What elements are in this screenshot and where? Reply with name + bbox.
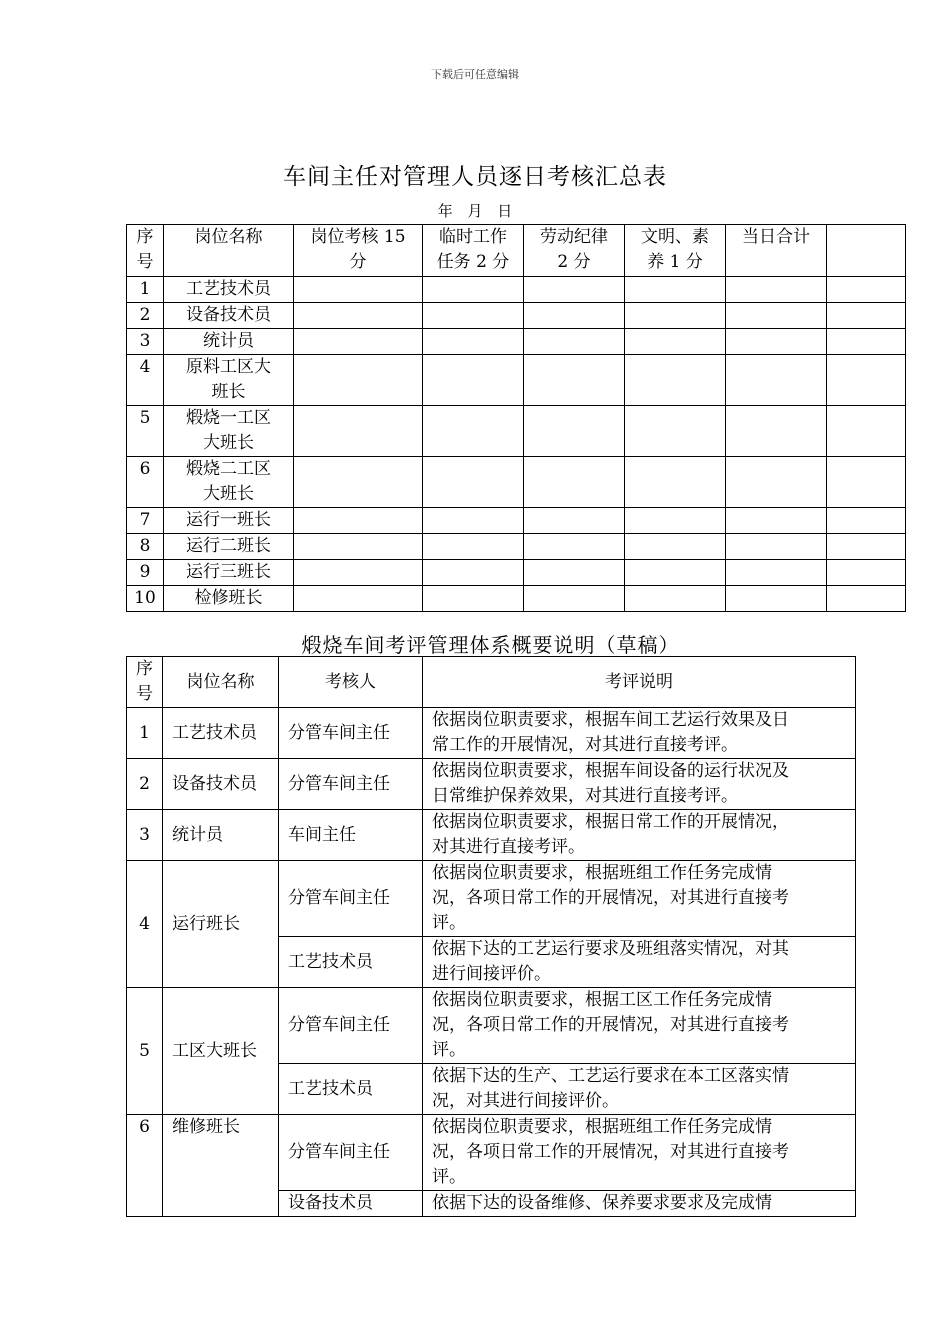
score-cell [294, 586, 423, 612]
row-assessor: 分管车间主任 [279, 759, 423, 810]
row-seq: 3 [127, 329, 164, 355]
row-description: 依据下达的工艺运行要求及班组落实情况，对其 进行间接评价。 [423, 937, 856, 988]
row-seq: 2 [127, 759, 163, 810]
table-row [127, 277, 906, 303]
row-assessor: 分管车间主任 [279, 708, 423, 759]
score-cell [625, 355, 726, 406]
score-cell [726, 406, 827, 457]
score-cell [423, 303, 524, 329]
score-cell [524, 560, 625, 586]
row-assessor: 车间主任 [279, 810, 423, 861]
table-row [127, 329, 906, 355]
score-cell [294, 355, 423, 406]
table-row [127, 560, 906, 586]
row-seq: 10 [127, 586, 164, 612]
row-assessor: 工艺技术员 [279, 1064, 423, 1115]
score-cell [625, 303, 726, 329]
score-cell [294, 277, 423, 303]
row-description: 依据下达的设备维修、保养要求要求及完成情 [423, 1191, 856, 1217]
table1-title: 车间主任对管理人员逐日考核汇总表 [283, 164, 667, 190]
row-seq: 1 [127, 708, 163, 759]
score-cell [625, 560, 726, 586]
score-cell [726, 457, 827, 508]
score-cell [423, 406, 524, 457]
header-description: 考评说明 [423, 657, 856, 708]
score-cell [827, 406, 906, 457]
score-cell [726, 355, 827, 406]
table-row [127, 457, 906, 508]
score-cell [524, 277, 625, 303]
row-position-name: 检修班长 [164, 586, 294, 612]
row-position-name: 工艺技术员 [164, 277, 294, 303]
row-seq: 5 [127, 406, 164, 457]
table-row [127, 586, 906, 612]
header-discipline: 劳动纪律 2 分 [524, 225, 625, 277]
header-civility: 文明、素 养 1 分 [625, 225, 726, 277]
score-cell [294, 534, 423, 560]
table-row [127, 861, 856, 937]
row-assessor: 分管车间主任 [279, 988, 423, 1064]
header-assessor: 考核人 [279, 657, 423, 708]
row-position-name: 运行二班长 [164, 534, 294, 560]
row-seq: 3 [127, 810, 163, 861]
row-position-name: 统计员 [164, 329, 294, 355]
table-row [127, 534, 906, 560]
score-cell [524, 329, 625, 355]
table-row [127, 759, 856, 810]
row-seq: 1 [127, 277, 164, 303]
score-cell [294, 508, 423, 534]
score-cell [827, 457, 906, 508]
row-seq: 9 [127, 560, 164, 586]
score-cell [294, 457, 423, 508]
score-cell [423, 508, 524, 534]
score-cell [726, 508, 827, 534]
date-line: 年 月 日 [437, 202, 513, 220]
score-cell [423, 586, 524, 612]
row-description: 依据岗位职责要求，根据车间工艺运行效果及日 常工作的开展情况，对其进行直接考评。 [423, 708, 856, 759]
score-cell [726, 329, 827, 355]
score-cell [524, 406, 625, 457]
daily-assessment-table [126, 224, 906, 612]
score-cell [625, 329, 726, 355]
table-row [127, 303, 906, 329]
score-cell [726, 277, 827, 303]
row-seq: 7 [127, 508, 164, 534]
table-row [127, 708, 856, 759]
score-cell [827, 534, 906, 560]
header-position-name: 岗位名称 [164, 225, 294, 277]
row-assessor: 设备技术员 [279, 1191, 423, 1217]
row-position-name: 工艺技术员 [163, 708, 279, 759]
table-row [127, 1115, 856, 1191]
score-cell [423, 560, 524, 586]
row-seq: 4 [127, 355, 164, 406]
row-seq: 5 [127, 988, 163, 1115]
score-cell [827, 355, 906, 406]
score-cell [524, 457, 625, 508]
table-row [127, 988, 856, 1064]
score-cell [524, 303, 625, 329]
row-description: 依据岗位职责要求，根据班组工作任务完成情 况，各项日常工作的开展情况，对其进行直接考 评。 [423, 861, 856, 937]
header-seq: 序 号 [127, 657, 163, 708]
table2-title: 煅烧车间考评管理体系概要说明（草稿） [301, 633, 680, 657]
table-row [127, 508, 906, 534]
score-cell [294, 329, 423, 355]
row-position-name: 煅烧二工区 大班长 [164, 457, 294, 508]
row-description: 依据下达的生产、工艺运行要求在本工区落实情 况，对其进行间接评价。 [423, 1064, 856, 1115]
row-position-name: 维修班长 [163, 1115, 279, 1217]
score-cell [726, 586, 827, 612]
score-cell [827, 586, 906, 612]
row-position-name: 运行一班长 [164, 508, 294, 534]
row-position-name: 工区大班长 [163, 988, 279, 1115]
score-cell [423, 329, 524, 355]
score-cell [625, 534, 726, 560]
header-daily-total: 当日合计 [726, 225, 827, 277]
score-cell [294, 560, 423, 586]
row-position-name: 煅烧一工区 大班长 [164, 406, 294, 457]
score-cell [524, 586, 625, 612]
score-cell [294, 406, 423, 457]
score-cell [827, 560, 906, 586]
row-seq: 8 [127, 534, 164, 560]
score-cell [423, 534, 524, 560]
row-position-name: 设备技术员 [164, 303, 294, 329]
row-position-name: 原料工区大 班长 [164, 355, 294, 406]
row-description: 依据岗位职责要求，根据班组工作任务完成情 况，各项日常工作的开展情况，对其进行直接考 评。 [423, 1115, 856, 1191]
score-cell [827, 508, 906, 534]
row-seq: 4 [127, 861, 163, 988]
table-row [127, 355, 906, 406]
header-position-name: 岗位名称 [163, 657, 279, 708]
row-seq: 6 [127, 457, 164, 508]
evaluation-system-table [126, 656, 856, 1217]
header-seq: 序 号 [127, 225, 164, 277]
score-cell [726, 303, 827, 329]
score-cell [524, 534, 625, 560]
row-description: 依据岗位职责要求，根据工区工作任务完成情 况，各项日常工作的开展情况，对其进行直接考 评。 [423, 988, 856, 1064]
row-description: 依据岗位职责要求，根据日常工作的开展情况， 对其进行直接考评。 [423, 810, 856, 861]
score-cell [625, 277, 726, 303]
score-cell [423, 355, 524, 406]
score-cell [827, 303, 906, 329]
table1-header-row [127, 225, 906, 277]
row-seq: 6 [127, 1115, 163, 1217]
header-temp-task: 临时工作 任务 2 分 [423, 225, 524, 277]
row-assessor: 分管车间主任 [279, 1115, 423, 1191]
score-cell [524, 508, 625, 534]
score-cell [827, 329, 906, 355]
row-position-name: 运行班长 [163, 861, 279, 988]
row-position-name: 统计员 [163, 810, 279, 861]
score-cell [625, 457, 726, 508]
score-cell [827, 277, 906, 303]
header-position-score: 岗位考核 15 分 [294, 225, 423, 277]
row-assessor: 分管车间主任 [279, 861, 423, 937]
score-cell [726, 534, 827, 560]
header-blank [827, 225, 906, 277]
row-position-name: 设备技术员 [163, 759, 279, 810]
row-seq: 2 [127, 303, 164, 329]
score-cell [726, 560, 827, 586]
score-cell [423, 277, 524, 303]
score-cell [625, 406, 726, 457]
table-row [127, 810, 856, 861]
table2-header-row [127, 657, 856, 708]
score-cell [625, 586, 726, 612]
row-description: 依据岗位职责要求，根据车间设备的运行状况及 日常维护保养效果，对其进行直接考评。 [423, 759, 856, 810]
table-row [127, 406, 906, 457]
row-assessor: 工艺技术员 [279, 937, 423, 988]
score-cell [625, 508, 726, 534]
row-position-name: 运行三班长 [164, 560, 294, 586]
score-cell [524, 355, 625, 406]
header-note: 下载后可任意编辑 [431, 68, 519, 81]
score-cell [294, 303, 423, 329]
score-cell [423, 457, 524, 508]
